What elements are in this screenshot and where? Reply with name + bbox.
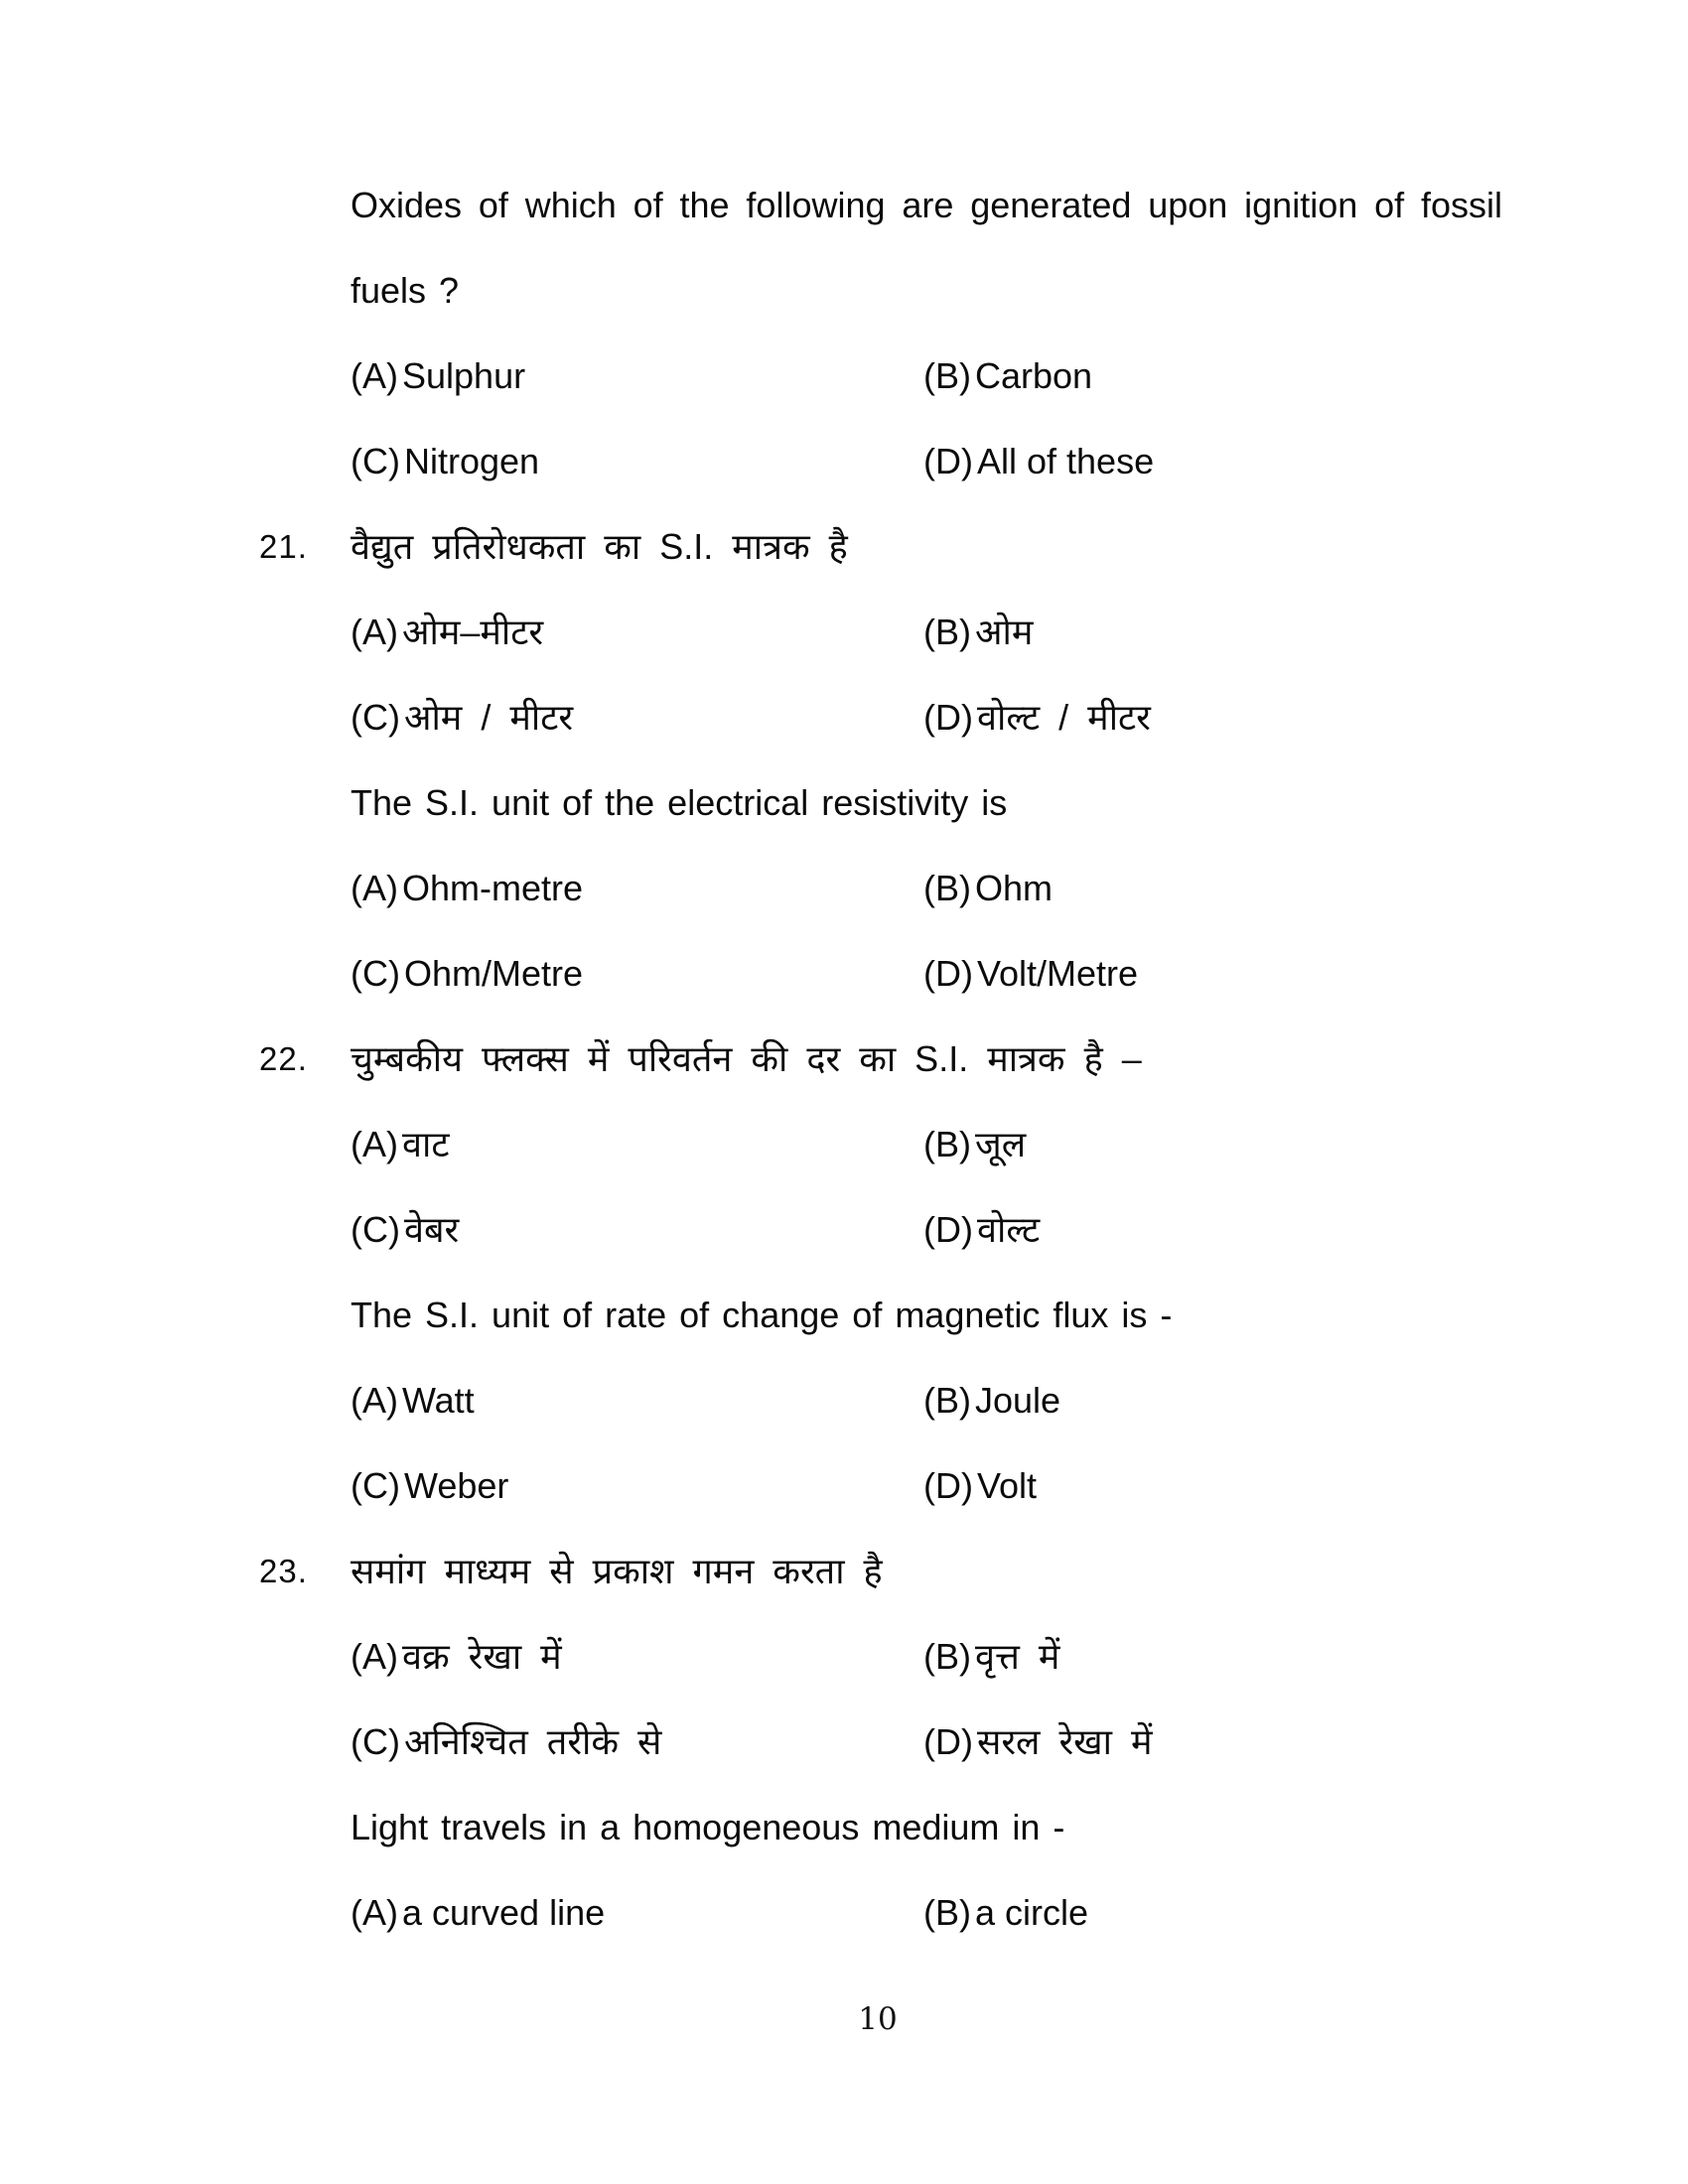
option-cell-a <box>351 1636 562 1677</box>
question-text: चुम्बकीय फ्लक्स में परिवर्तन की दर का S.I. मात्रक है – <box>351 1038 1142 1079</box>
option-label: (D) <box>923 1465 973 1506</box>
options-row <box>351 1870 1502 1956</box>
option-label: (B) <box>923 868 971 908</box>
option-text: Ohm-metre <box>402 868 584 908</box>
question-text-hindi <box>259 1529 1502 1614</box>
option-text: वेबर <box>403 1209 460 1250</box>
option-text: ओम–मीटर <box>402 612 544 652</box>
option-text: Sulphur <box>402 355 526 396</box>
options-row <box>351 1187 1502 1273</box>
question-text: वैद्युत प्रतिरोधकता का S.I. मात्रक है <box>351 526 848 567</box>
option-cell-b <box>923 1614 1059 1700</box>
option-label: (C) <box>351 1465 400 1506</box>
question-text-hindi <box>259 1017 1502 1102</box>
question-text: The S.I. unit of the electrical resistivity is <box>351 782 1008 823</box>
option-label: (C) <box>351 1721 400 1762</box>
page-number: 10 <box>858 2001 898 2037</box>
option-text: अनिश्चित तरीके से <box>403 1721 662 1762</box>
option-cell-a <box>351 1721 661 1762</box>
option-text: Ohm <box>975 868 1054 908</box>
option-label: (A) <box>351 612 398 652</box>
option-cell-b <box>923 1102 1026 1187</box>
question-text-hindi <box>259 504 1502 590</box>
options-row <box>351 1443 1502 1529</box>
option-cell-b <box>923 846 1053 931</box>
question-number: 21. <box>259 528 308 565</box>
option-text: a circle <box>975 1892 1089 1933</box>
option-label: (B) <box>923 355 971 396</box>
option-label: (C) <box>351 953 400 994</box>
option-label: (D) <box>923 441 973 481</box>
option-text: Watt <box>402 1380 475 1421</box>
options-row <box>351 1102 1502 1187</box>
option-cell-b <box>923 1358 1060 1443</box>
question-text: समांग माध्यम से प्रकाश गमन करता है <box>351 1551 883 1591</box>
option-cell-b <box>923 1187 1040 1273</box>
option-cell-a <box>351 1892 605 1933</box>
options-row <box>351 1614 1502 1700</box>
option-label: (D) <box>923 697 973 738</box>
option-text: Joule <box>975 1380 1061 1421</box>
option-text: a curved line <box>402 1892 606 1933</box>
option-label: (A) <box>351 1892 398 1933</box>
options-row <box>351 1358 1502 1443</box>
option-cell-a <box>351 612 543 652</box>
option-cell-b <box>923 675 1151 760</box>
option-text: सरल रेखा में <box>976 1721 1153 1762</box>
option-label: (D) <box>923 953 973 994</box>
option-cell-b <box>923 590 1033 675</box>
option-label: (B) <box>923 1636 971 1677</box>
option-label: (A) <box>351 1636 398 1677</box>
option-text: Carbon <box>975 355 1093 396</box>
option-cell-b <box>923 1443 1037 1529</box>
question-text: Light travels in a homogeneous medium in - <box>351 1807 1065 1847</box>
option-label: (A) <box>351 868 398 908</box>
question-text: The S.I. unit of rate of change of magnetic flux is - <box>351 1295 1173 1335</box>
option-label: (D) <box>923 1721 973 1762</box>
question-number: 23. <box>259 1553 308 1589</box>
option-cell-a <box>351 697 573 738</box>
option-label: (A) <box>351 355 398 396</box>
option-label: (B) <box>923 1380 971 1421</box>
option-label: (A) <box>351 1380 398 1421</box>
option-text: वोल्ट / मीटर <box>976 697 1151 738</box>
option-cell-b <box>923 931 1138 1017</box>
options-row <box>351 590 1502 675</box>
option-cell-a <box>351 355 525 396</box>
option-label: (C) <box>351 697 400 738</box>
option-text: जूल <box>975 1124 1027 1164</box>
option-cell-b <box>923 334 1092 419</box>
option-cell-a <box>351 1380 475 1421</box>
question-number: 22. <box>259 1040 308 1077</box>
option-text: Ohm/Metre <box>403 953 584 994</box>
options-row <box>351 931 1502 1017</box>
option-text: Nitrogen <box>403 441 540 481</box>
option-label: (B) <box>923 1892 971 1933</box>
option-cell-a <box>351 953 583 994</box>
option-text: Volt/Metre <box>976 953 1139 994</box>
option-text: वक्र रेखा में <box>402 1636 562 1677</box>
option-label: (B) <box>923 612 971 652</box>
options-row <box>351 334 1502 419</box>
question-text-english: Oxides of which of the following are generated upon ignition of fossil fuels ? <box>351 185 1502 311</box>
page-content <box>259 163 1502 1956</box>
option-cell-a <box>351 1124 449 1164</box>
option-cell-b <box>923 1700 1152 1785</box>
option-cell-b <box>923 419 1154 504</box>
option-text: ओम / मीटर <box>403 697 574 738</box>
options-row <box>351 846 1502 931</box>
option-cell-a <box>351 441 539 481</box>
option-label: (C) <box>351 441 400 481</box>
question-text-english <box>351 1785 1502 1870</box>
option-cell-a <box>351 1465 508 1506</box>
option-label: (A) <box>351 1124 398 1164</box>
option-cell-b <box>923 1870 1088 1956</box>
option-label: (C) <box>351 1209 400 1250</box>
option-text: Volt <box>976 1465 1038 1506</box>
options-row <box>351 419 1502 504</box>
option-text: All of these <box>976 441 1155 481</box>
option-text: ओम <box>975 612 1034 652</box>
option-text: वोल्ट <box>976 1209 1041 1250</box>
question-text-english <box>351 1273 1502 1358</box>
options-row <box>351 1700 1502 1785</box>
option-cell-a <box>351 868 583 908</box>
option-text: वाट <box>402 1124 450 1164</box>
option-label: (D) <box>923 1209 973 1250</box>
option-label: (B) <box>923 1124 971 1164</box>
options-row <box>351 675 1502 760</box>
option-cell-a <box>351 1209 459 1250</box>
option-text: वृत्त में <box>975 1636 1060 1677</box>
question-text-english <box>351 760 1502 846</box>
option-text: Weber <box>403 1465 509 1506</box>
